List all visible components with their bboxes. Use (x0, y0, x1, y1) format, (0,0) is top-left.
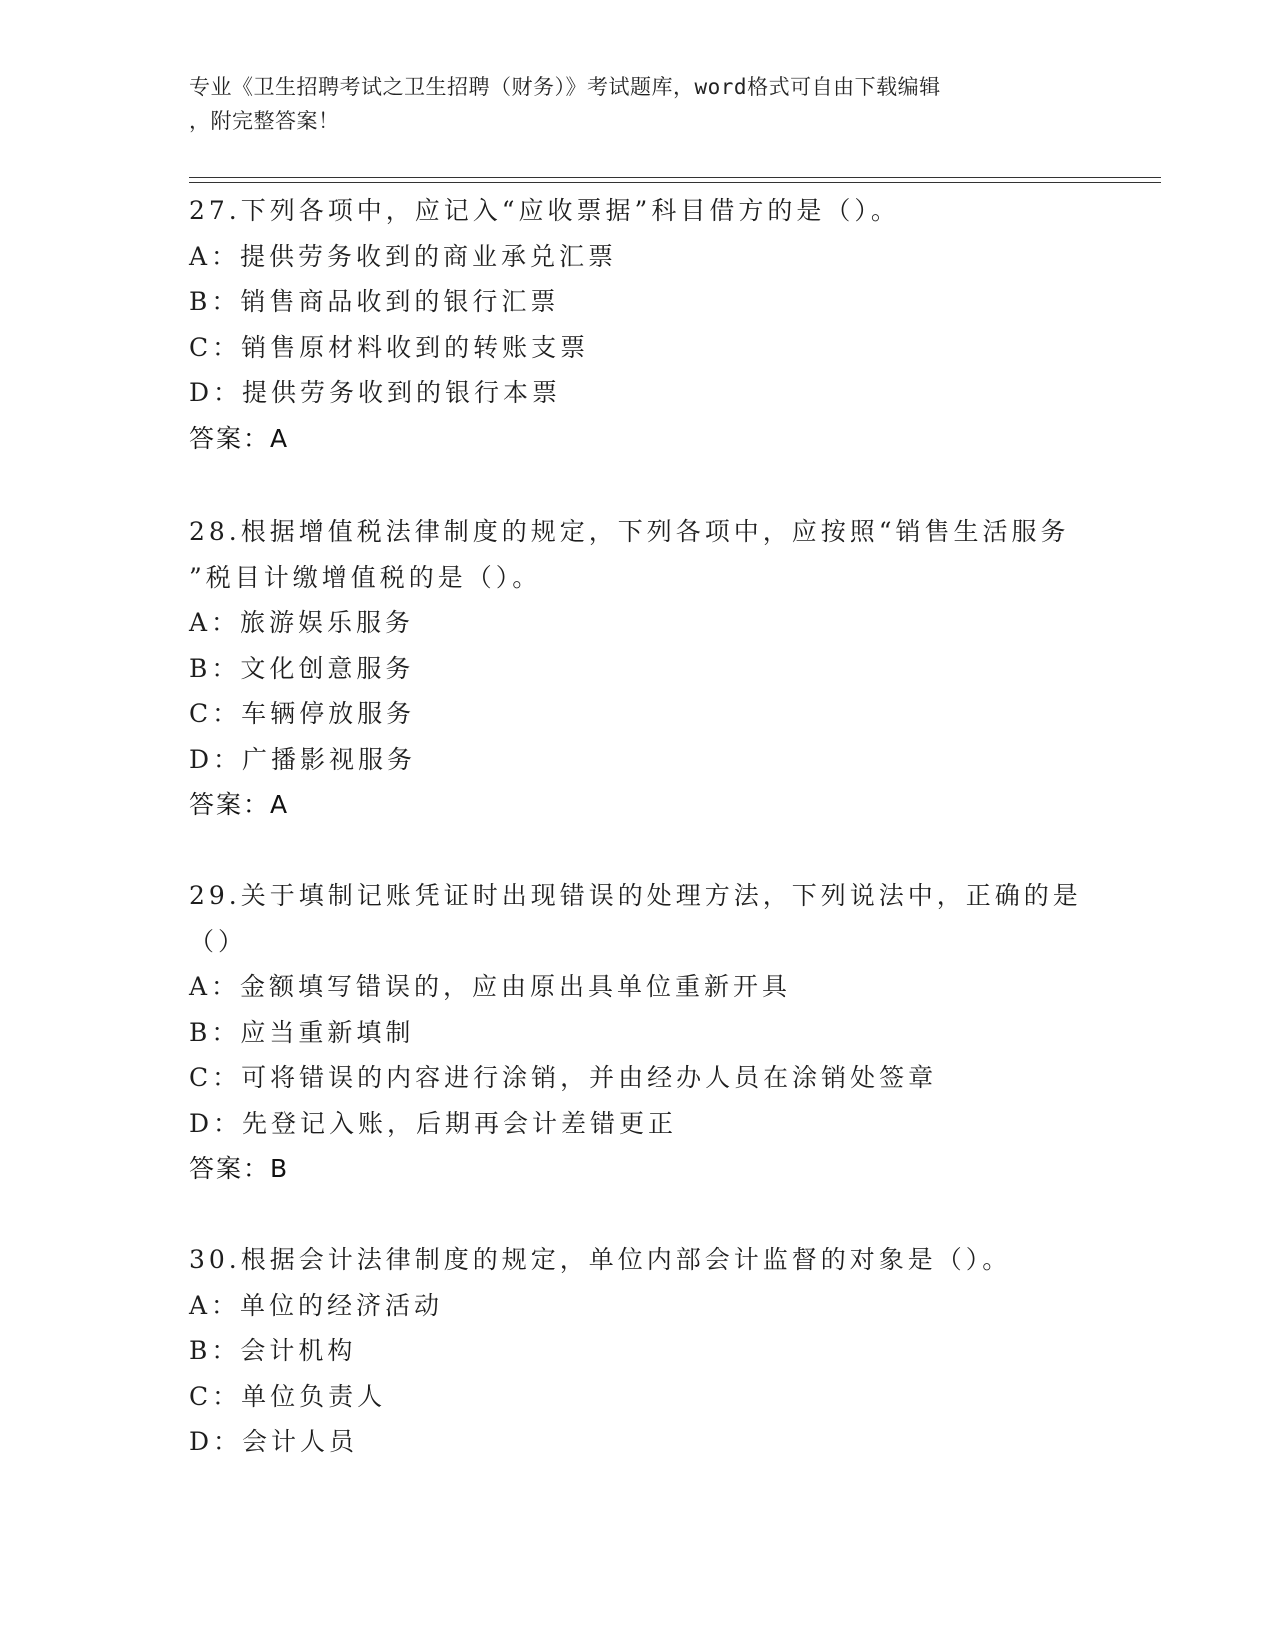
option-c: C：可将错误的内容进行涂销，并由经办人员在涂销处签章 (189, 1063, 938, 1092)
question-text: 29.关于填制记账凭证时出现错误的处理方法，下列说法中，正确的是 (189, 881, 1082, 910)
question-block (189, 188, 1089, 461)
question-text: （） (189, 926, 248, 956)
question-block (189, 873, 1089, 1192)
option-c: C：销售原材料收到的转账支票 (189, 332, 590, 362)
question-text: 30.根据会计法律制度的规定，单位内部会计监督的对象是（）。 (189, 1245, 1012, 1274)
header-divider (189, 177, 1161, 178)
option-a: A：单位的经济活动 (189, 1290, 444, 1320)
option-d: D：会计人员 (189, 1427, 359, 1456)
option-b: B：销售商品收到的银行汇票 (189, 287, 560, 316)
question-block (189, 509, 1089, 828)
option-c: C：车辆停放服务 (189, 699, 416, 728)
option-b: B：会计机构 (189, 1336, 357, 1365)
option-d: D：提供劳务收到的银行本票 (189, 378, 562, 407)
option-d: D：先登记入账，后期再会计差错更正 (189, 1108, 678, 1138)
question-text: 28.根据增值税法律制度的规定，下列各项中，应按照“销售生活服务 (189, 517, 1070, 546)
option-a: A：旅游娱乐服务 (189, 608, 415, 637)
option-a: A：提供劳务收到的商业承兑汇票 (189, 241, 618, 271)
option-a: A：金额填写错误的，应由原出具单位重新开具 (189, 972, 792, 1001)
header-divider (189, 182, 1161, 183)
option-b: B：应当重新填制 (189, 1017, 415, 1047)
document-header (189, 70, 1069, 138)
question-text: 27.下列各项中，应记入“应收票据”科目借方的是（）。 (189, 196, 900, 225)
answer-line: 答案：A (189, 423, 290, 453)
answer-line: 答案：A (189, 790, 290, 819)
option-b: B：文化创意服务 (189, 653, 415, 683)
header-line: ，附完整答案！ (189, 109, 340, 133)
option-c: C：单位负责人 (189, 1381, 387, 1411)
header-line: 专业《卫生招聘考试之卫生招聘（财务）》考试题库，word格式可自由下载编辑 (189, 75, 941, 99)
option-d: D：广播影视服务 (189, 744, 417, 774)
answer-line: 答案：B (189, 1154, 290, 1183)
question-text: ”税目计缴增值税的是（）。 (189, 562, 542, 592)
question-block (189, 1237, 1089, 1465)
